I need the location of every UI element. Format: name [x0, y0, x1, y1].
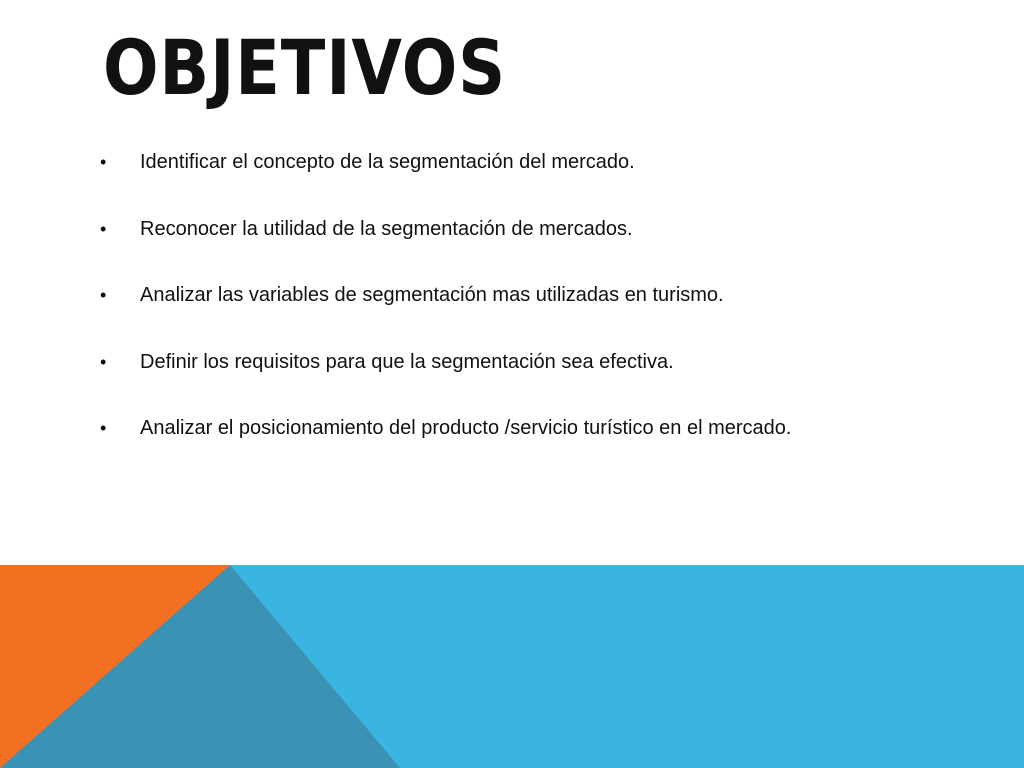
bullet-icon: • [100, 152, 107, 172]
bullet-icon: • [100, 351, 107, 372]
objective-text: Identificar el concepto de la segmentación del mercado. [140, 151, 635, 173]
decorative-footer-band [0, 565, 1024, 768]
list-item [100, 211, 980, 278]
objectives-list [100, 144, 980, 477]
slide-title: OBJETIVOS [103, 23, 507, 112]
list-item [100, 410, 980, 477]
bullet-icon: • [100, 285, 107, 305]
bullet-icon: • [100, 218, 107, 239]
list-item [100, 344, 980, 411]
objective-text: Analizar las variables de segmentación mas utilizadas en turismo. [140, 284, 724, 306]
objective-text: Analizar el posicionamiento del producto /servicio turístico en el mercado. [140, 417, 792, 439]
list-item [100, 277, 980, 344]
objective-text: Reconocer la utilidad de la segmentación de mercados. [140, 217, 633, 240]
bullet-icon: • [100, 418, 107, 438]
objective-text: Definir los requisitos para que la segmentación sea efectiva. [140, 350, 674, 373]
list-item [100, 144, 980, 211]
